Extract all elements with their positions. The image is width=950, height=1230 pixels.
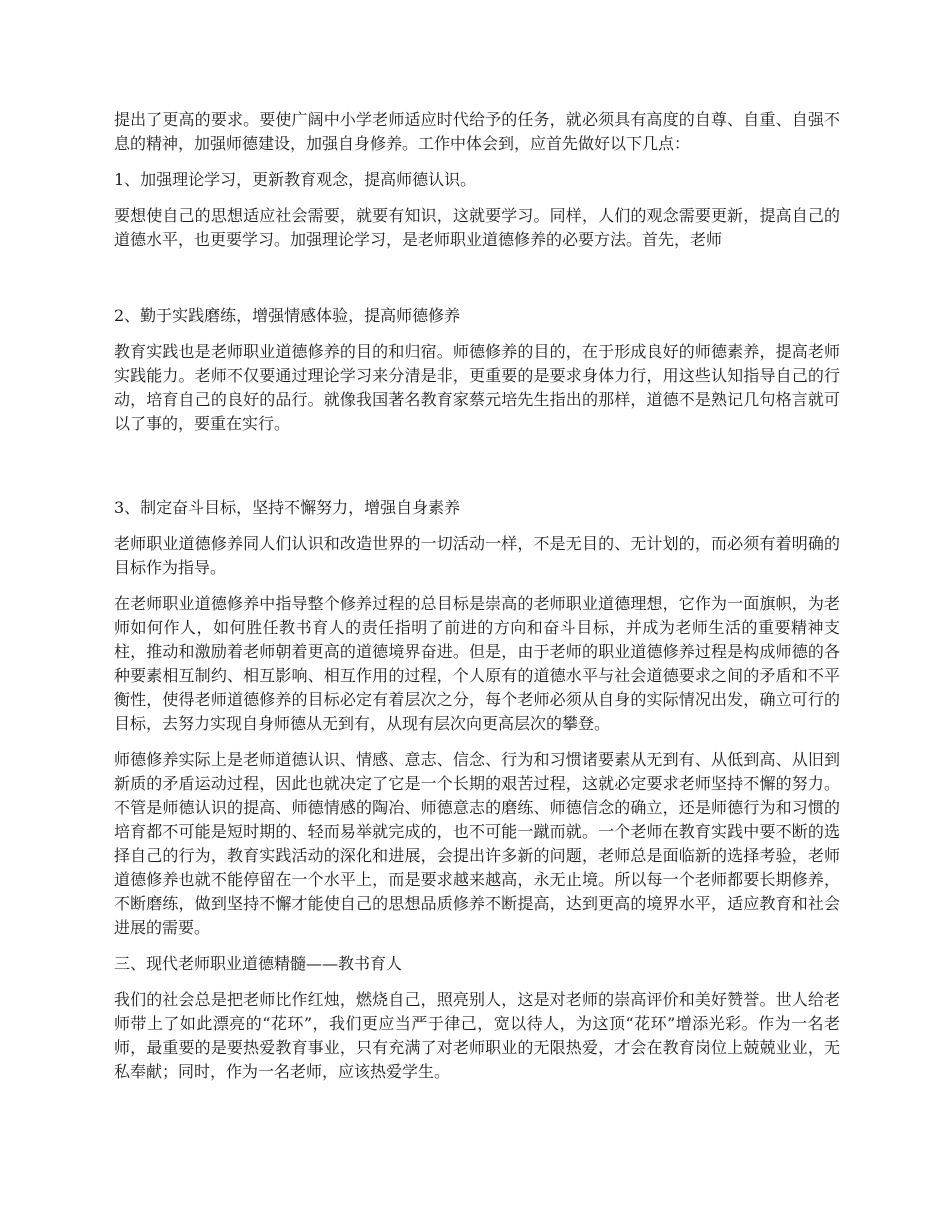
section-3-paragraph-2: 在老师职业道德修养中指导整个修养过程的总目标是崇高的老师职业道德理想，它作为一面旗帜，为老师如何作人，如何胜任教书育人的责任指明了前进的方向和奋斗目标，并成为老师生活的重要精神支柱，推动和激励着老师朝着更高的道德境界奋进。但是，由于老师的职业道德修养过程是构成师德的各种要素相互制约、相互影响、相互作用的过程，个人原有的道德水平与社会道德要求之间的矛盾和不平衡性，使得老师道德修养的目标必定有着层次之分，每个老师必须从自身的实际情况出发，确立可行的目标，去努力实现自身师德从无到有，从现有层次向更高层次的攀登。 — [114, 594, 840, 733]
section-heading-2: 2、勤于实践磨练，增强情感体验，提高师德修养 — [114, 306, 461, 325]
section-3-paragraph-1: 老师职业道德修养同人们认识和改造世界的一切活动一样，不是无目的、无计划的，而必须有着明确的目标作为指导。 — [114, 534, 840, 577]
section-gap — [114, 448, 840, 496]
section-3-paragraph-3: 师德修养实际上是老师道德认识、情感、意志、信念、行为和习惯诸要素从无到有、从低到高、从旧到新质的矛盾运动过程，因此也就决定了它是一个长期的艰苦过程，这就必定要求老师坚持不懈的努力。不管是师德认识的提高、师德情感的陶冶、师德意志的磨练、师德信念的确立，还是师德行为和习惯的培育都不可能是短时期的、轻而易举就完成的，也不可能一蹴而就。一个老师在教育实践中要不断的选择自己的行为，教育实践活动的深化和进展，会提出许多新的问题，老师总是面临新的选择考验，老师道德修养也就不能停留在一个水平上，而是要求越来越高，永无止境。所以每一个老师都要长期修养，不断磨练，做到坚持不懈才能使自己的思想品质修养不断提高，达到更高的境界水平，适应教育和社会进展的需要。 — [114, 750, 840, 937]
section-heading-3: 3、制定奋斗目标，坚持不懈努力，增强自身素养 — [114, 498, 461, 517]
document-body — [114, 108, 840, 1096]
section-1-paragraph: 要想使自己的思想适应社会需要，就要有知识，这就要学习。同样，人们的观念需要更新，提高自己的道德水平，也更要学习。加强理论学习，是老师职业道德修养的必要方法。首先，老师 — [114, 206, 840, 249]
section-2-paragraph: 教育实践也是老师职业道德修养的目的和归宿。师德修养的目的，在于形成良好的师德素养，提高老师实践能力。老师不仅要通过理论学习来分清是非，更重要的是要求身体力行，用这些认知指导自己的行动，培育自己的良好的品行。就像我国著名教育家蔡元培先生指出的那样，道德不是熟记几句格言就可以了事的，要重在实行。 — [114, 342, 840, 433]
chapter-heading-3: 三、现代老师职业道德精髓——教书育人 — [114, 954, 403, 973]
intro-paragraph: 提出了更高的要求。要使广阔中小学老师适应时代给予的任务，就必须具有高度的自尊、自重、自强不息的精神，加强师德建设，加强自身修养。工作中体会到，应首先做好以下几点： — [114, 110, 840, 153]
chapter-3-paragraph: 我们的社会总是把老师比作红烛，燃烧自己，照亮别人，这是对老师的崇高评价和美好赞誉。世人给老师带上了如此漂亮的“花环”，我们更应当严于律己，宽以待人，为这顶“花环”增添光彩。作为一名老师，最重要的是要热爱教育事业，只有充满了对老师职业的无限热爱，才会在教育岗位上兢兢业业，无私奉献；同时，作为一名老师，应该热爱学生。 — [114, 990, 840, 1081]
section-gap — [114, 264, 840, 304]
section-heading-1: 1、加强理论学习，更新教育观念，提高师德认识。 — [114, 170, 477, 189]
